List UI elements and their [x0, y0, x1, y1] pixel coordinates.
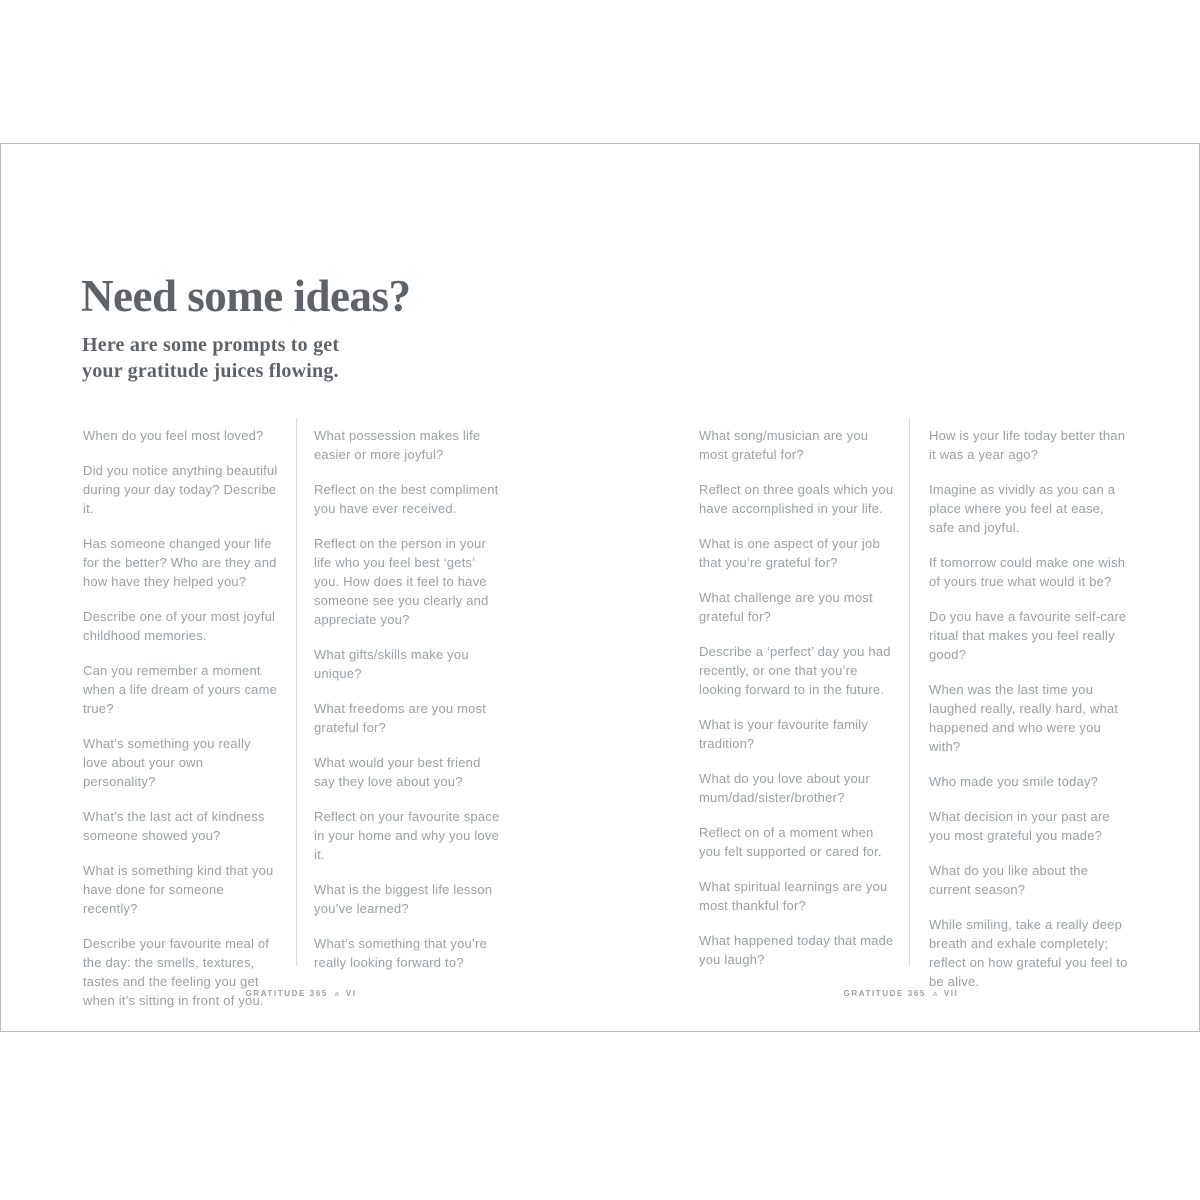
page-sheet: [0, 143, 1200, 1032]
footer-left: [1, 989, 601, 998]
prompt-item: Describe a ‘perfect’ day you had recently, or one that you’re looking forward to in the future.: [699, 644, 891, 697]
prompt-item: Describe one of your most joyful childhood memories.: [83, 609, 276, 643]
prompt-item: Reflect on of a moment when you felt supported or cared for.: [699, 825, 882, 859]
prompt-item: What spiritual learnings are you most thankful for?: [699, 879, 888, 913]
prompt-item: What is the biggest life lesson you’ve learned?: [314, 882, 493, 916]
page-subtitle: [82, 332, 339, 384]
prompt-column-2: [314, 426, 502, 988]
prompt-item: What is something kind that you have done for someone recently?: [83, 863, 274, 916]
prompt-item: What freedoms are you most grateful for?: [314, 701, 487, 735]
prompt-item: What challenge are you most grateful for?: [699, 590, 873, 624]
book-title: GRATITUDE 365: [843, 989, 926, 998]
prompt-item: When was the last time you laughed really, really hard, what happened and who were you with?: [929, 682, 1119, 754]
prompt-item: Imagine as vividly as you can a place where you feel at ease, safe and joyful.: [929, 482, 1116, 535]
book-title: GRATITUDE 365: [245, 989, 328, 998]
column-divider-right: [909, 418, 910, 966]
prompt-item: While smiling, take a really deep breath and exhale completely; reflect on how grateful you feel to be alive.: [929, 917, 1128, 989]
prompt-item: Describe your favourite meal of the day: the smells, textures, tastes and the feeling you get when it’s sitting in front of you.: [83, 936, 270, 1008]
subtitle-line-2: your gratitude juices flowing.: [82, 360, 339, 382]
prompt-item: What gifts/skills make you unique?: [314, 647, 469, 681]
prompt-item: What happened today that made you laugh?: [699, 933, 894, 967]
separator-glyph: a: [932, 991, 937, 998]
prompt-item: Reflect on the person in your life who you feel best ‘gets’ you. How does it feel to have someone see you clearly and appreciate you?: [314, 536, 489, 627]
prompt-item: What do you like about the current season?: [929, 863, 1089, 897]
prompt-item: Has someone changed your life for the better? Who are they and how have they helped you?: [83, 536, 277, 589]
prompt-item: What’s the last act of kindness someone showed you?: [83, 809, 265, 843]
prompt-item: Reflect on three goals which you have accomplished in your life.: [699, 482, 894, 516]
page-number: VI: [345, 989, 357, 998]
prompt-column-4: [929, 426, 1129, 1007]
prompt-item: Can you remember a moment when a life dream of yours came true?: [83, 663, 278, 716]
prompt-column-3: [699, 426, 895, 985]
prompt-item: Who made you smile today?: [929, 774, 1099, 789]
prompt-item: Reflect on the best compliment you have ever received.: [314, 482, 499, 516]
subtitle-line-1: Here are some prompts to get: [82, 334, 340, 356]
prompt-item: What’s something you really love about your own personality?: [83, 736, 251, 789]
prompt-item: Did you notice anything beautiful during your day today? Describe it.: [83, 463, 278, 516]
prompt-item: When do you feel most loved?: [83, 428, 264, 443]
column-divider-left: [296, 418, 297, 966]
prompt-item: What possession makes life easier or more joyful?: [314, 428, 481, 462]
page-number: VII: [943, 989, 959, 998]
prompt-item: If tomorrow could make one wish of yours true what would it be?: [929, 555, 1126, 589]
prompt-item: What decision in your past are you most grateful you made?: [929, 809, 1110, 843]
prompt-item: Do you have a favourite self-care ritual that makes you feel really good?: [929, 609, 1127, 662]
footer-right: [601, 989, 1200, 998]
separator-glyph: a: [334, 991, 339, 998]
prompt-item: What is one aspect of your job that you’re grateful for?: [699, 536, 880, 570]
prompt-item: What would your best friend say they love about you?: [314, 755, 481, 789]
prompt-item: What do you love about your mum/dad/sister/brother?: [699, 771, 870, 805]
prompt-item: What is your favourite family tradition?: [699, 717, 869, 751]
prompt-item: What’s something that you’re really looking forward to?: [314, 936, 488, 970]
prompt-column-1: [83, 426, 279, 1026]
prompt-item: How is your life today better than it was a year ago?: [929, 428, 1126, 462]
page-title: Need some ideas?: [81, 271, 411, 321]
prompt-item: Reflect on your favourite space in your home and why you love it.: [314, 809, 500, 862]
prompt-item: What song/musician are you most grateful for?: [699, 428, 869, 462]
